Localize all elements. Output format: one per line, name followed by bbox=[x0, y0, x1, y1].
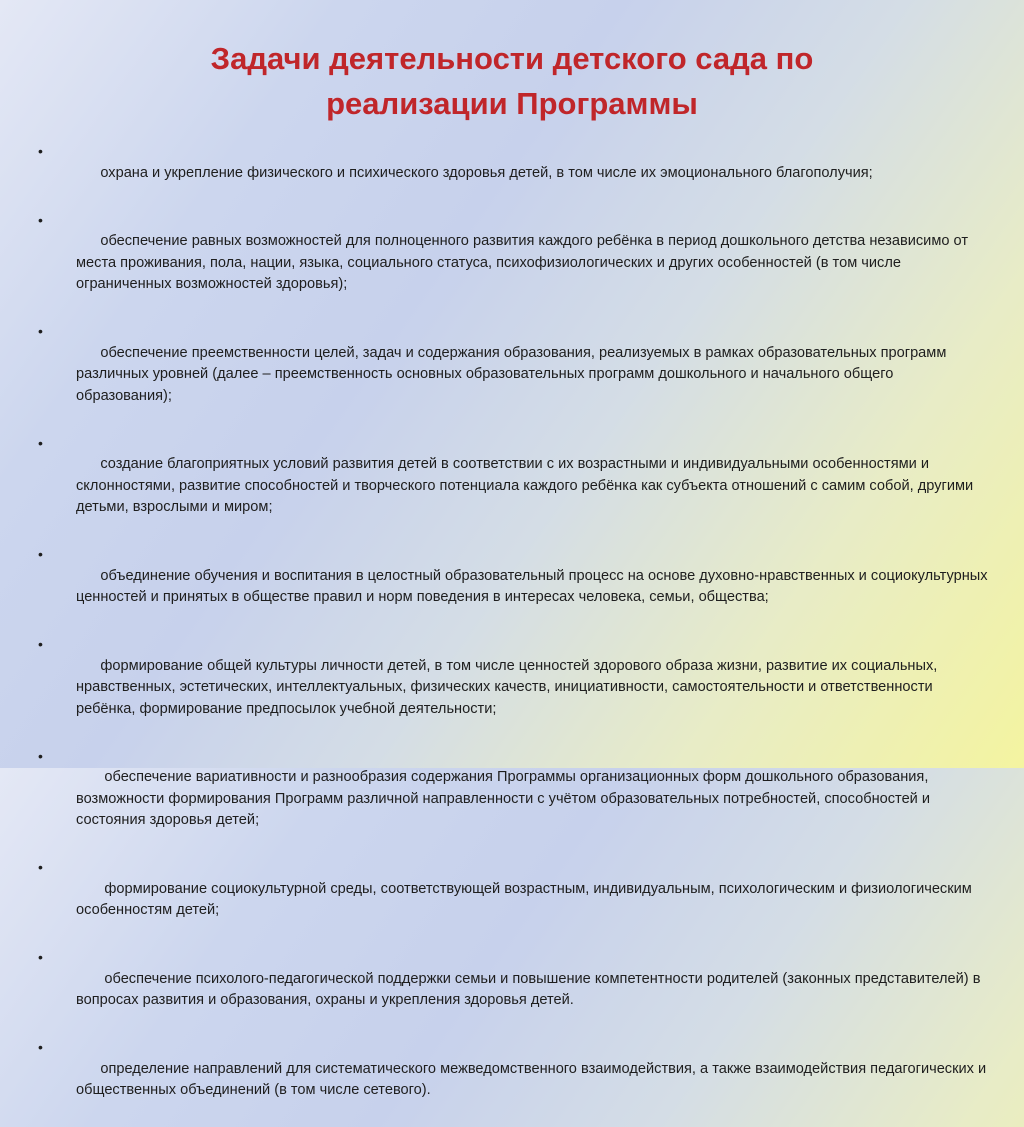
task-list-item bbox=[38, 947, 990, 1033]
bullet-icon: • bbox=[38, 143, 43, 159]
bullet-icon: • bbox=[38, 859, 43, 875]
task-text: обеспечение вариативности и разнообразия содержания Программы организационных форм дошкольного образования, возможности формирования Программ различной направленности с учётом образовательных потребностей, способностей и состояния здоровья детей; bbox=[76, 769, 935, 828]
task-text: формирование общей культуры личности детей, в том числе ценностей здорового образа жизни, развитие их социальных, нравственных, эстетических, интеллектуальных, физических качеств, инициативности, самостоятельности и ответственности ребёнка, формирование предпосылок учебной деятельности; bbox=[76, 657, 942, 717]
bullet-icon: • bbox=[38, 434, 43, 451]
task-list-item bbox=[38, 210, 990, 318]
task-text: охрана и укрепление физического и психического здоровья детей, в том числе их эмоционального благополучия; bbox=[100, 164, 873, 181]
task-text: обеспечение равных возможностей для полноценного развития каждого ребёнка в период дошкольного детства независимо от места проживания, пола, нации, языка, социального статуса, психофизиологических и других особенностей (в том числе ограниченных возможностей здоровья); bbox=[76, 233, 973, 292]
task-list-item bbox=[38, 433, 990, 541]
task-text: формирование социокультурной среды, соответствующей возрастным, индивидуальным, психологическим и физиологическим особенностям детей; bbox=[76, 880, 976, 918]
slide-title bbox=[40, 36, 984, 126]
task-list-item bbox=[38, 1037, 990, 1123]
slide-title-line-1: Задачи деятельности детского сада по bbox=[210, 41, 814, 76]
task-list-item bbox=[38, 544, 990, 630]
task-text: обеспечение преемственности целей, задач и содержания образования, реализуемых в рамках образовательных программ различных уровней (далее – преемственность основных образовательных программ дошкольного и начального общего образования); bbox=[76, 344, 951, 404]
task-list-item bbox=[38, 746, 990, 854]
bullet-icon: • bbox=[38, 636, 43, 652]
slide-title-line-2: реализации Программы bbox=[326, 86, 698, 121]
task-text: обеспечение психолого-педагогической поддержки семьи и повышение компетентности родителей (законных представителей) в вопросах развития и образования, охраны и укрепления здоровья детей. bbox=[76, 970, 985, 1008]
bullet-icon: • bbox=[38, 747, 43, 764]
bullet-icon: • bbox=[38, 323, 43, 339]
bullet-icon: • bbox=[38, 211, 43, 228]
task-text: определение направлений для систематического межведомственного взаимодействия, а также взаимодействия педагогических и общественных объединений (в том числе сетевого). bbox=[76, 1060, 991, 1098]
bullet-icon: • bbox=[38, 546, 43, 562]
task-text: объединение обучения и воспитания в целостный образовательный процесс на основе духовно-нравственных и социокультурных ценностей и принятых в обществе правил и норм поведения в интересах человека, семьи, общества; bbox=[76, 567, 992, 605]
task-list bbox=[38, 141, 990, 1127]
task-list-item bbox=[38, 141, 990, 206]
task-list-item bbox=[38, 321, 990, 429]
task-list-item bbox=[38, 857, 990, 943]
bullet-icon: • bbox=[38, 1039, 43, 1055]
task-text: создание благоприятных условий развития детей в соответствии с их возрастными и индивидуальными особенностями и склонностями, развитие способностей и творческого потенциала каждого ребёнка как субъекта отношений с самим собой, другими детьми, взрослыми и миром; bbox=[76, 456, 978, 515]
task-list-item bbox=[38, 634, 990, 742]
bullet-icon: • bbox=[38, 949, 43, 965]
